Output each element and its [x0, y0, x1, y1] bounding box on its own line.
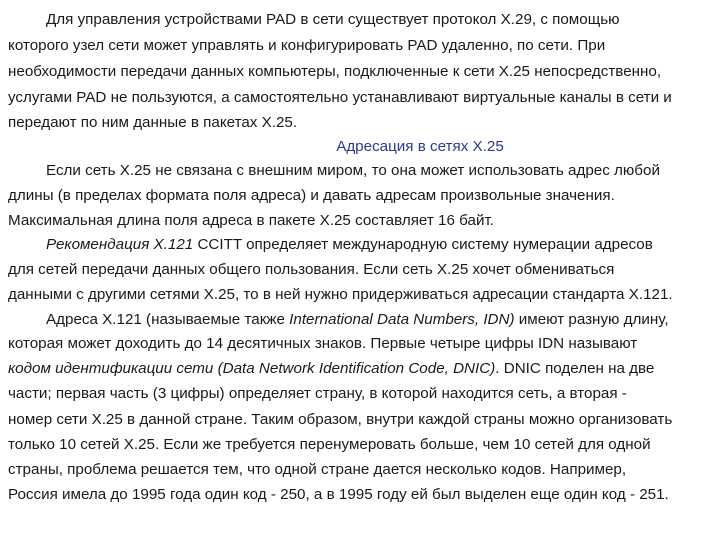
p4-italic-idn: International Data Numbers, IDN) [289, 311, 515, 328]
p3-italic-term: Рекомендация X.121 [46, 236, 194, 253]
p1-line-1: Для управления устройствами PAD в сети существует протокол X.29, с помощью [46, 11, 620, 28]
p1-line-4: услугами PAD не пользуются, а самостоятельно устанавливают виртуальные каналы в сети и [8, 89, 672, 106]
section-heading: Адресация в сетях X.25 [336, 138, 504, 155]
p3-line-2: для сетей передачи данных общего пользования. Если сеть X.25 хочет обмениваться [8, 261, 615, 278]
p4-line-4: части; первая часть (3 цифры) определяет страну, в которой находится сеть, а вторая - [8, 385, 627, 402]
p4-line-5: номер сети X.25 в данной стране. Таким образом, внутри каждой страны можно организовать [8, 411, 673, 428]
p1-line-5: передают по ним данные в пакетах X.25. [8, 114, 298, 131]
p4-line-3 [8, 360, 654, 378]
p3-line-3: данными с другими сетями X.25, то в ней нужно придерживаться адресации стандарта X.121. [8, 286, 673, 303]
p4-line-1 [46, 311, 669, 329]
p4-line-1-a: Адреса X.121 (называемые также [46, 311, 290, 328]
p4-line-6: только 10 сетей X.25. Если же требуется перенумеровать больше, чем 10 сетей для одной [8, 436, 651, 453]
p2-line-1: Если сеть X.25 не связана с внешним миром, то она может использовать адрес любой [46, 162, 660, 179]
p2-line-3: Максимальная длина поля адреса в пакете X.25 составляет 16 байт. [8, 212, 494, 229]
p3-line-1 [46, 236, 653, 254]
p1-line-2: которого узел сети может управлять и конфигурировать PAD удаленно, по сети. При [8, 37, 606, 54]
p4-line-7: страны, проблема решается тем, что одной стране дается несколько кодов. Например, [8, 461, 627, 478]
p4-line-1-b: имеют разную длину, [514, 311, 669, 328]
p4-line-2: которая может доходить до 14 десятичных знаков. Первые четыре цифры IDN называют [8, 335, 638, 352]
p1-line-3: необходимости передачи данных компьютеры, подключенные к сети X.25 непосредственно, [8, 63, 662, 80]
p3-line-1-rest: CCITT определяет международную систему нумерации адресов [193, 236, 653, 253]
p4-line-3-b: . DNIC поделен на две [495, 360, 655, 377]
p4-italic-dnic: кодом идентификации сети (Data Network Identification Code, DNIC) [8, 360, 496, 377]
p2-line-2: длины (в пределах формата поля адреса) и давать адресам произвольные значения. [8, 187, 615, 204]
p4-line-8: Россия имела до 1995 года один код - 250, а в 1995 году ей был выделен еще один код - 251. [8, 486, 669, 503]
